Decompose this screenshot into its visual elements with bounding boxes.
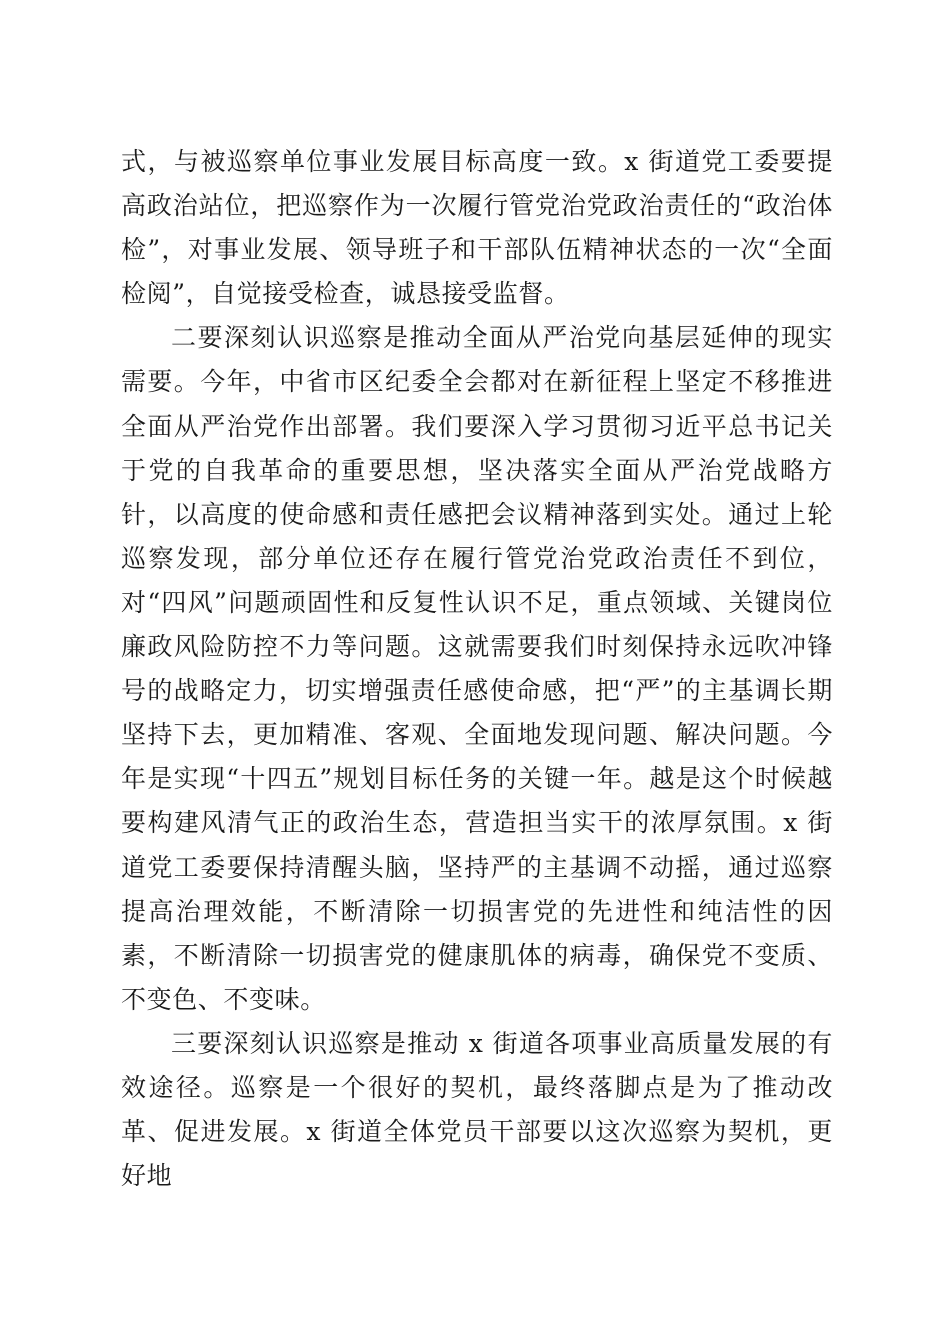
paragraph-continuation: 式，与被巡察单位事业发展目标高度一致。x 街道党工委要提高政治站位，把巡察作为一次履行管党治党政治责任的“政治体检”，对事业发展、领导班子和干部队伍精神状态的一次“全面检阅”，自觉接受检查，诚恳接受监督。	[121, 147, 833, 309]
paragraph-point-three: 三要深刻认识巡察是推动 x 街道各项事业高质量发展的有效途径。巡察是一个很好的契机，最终落脚点是为了推动改革、促进发展。x 街道全体党员干部要以这次巡察为契机，更好地	[121, 1028, 833, 1191]
paragraph-point-two: 二要深刻认识巡察是推动全面从严治党向基层延伸的现实需要。今年，中省市区纪委全会都对在新征程上坚定不移推进全面从严治党作出部署。我们要深入学习贯彻习近平总书记关于党的自我革命的重要思想，坚决落实全面从严治党战略方针，以高度的使命感和责任感把会议精神落到实处。通过上轮巡察发现，部分单位还存在履行管党治党政治责任不到位，对“四风”问题顽固性和反复性认识不足，重点领域、关键岗位廉政风险防控不力等问题。这就需要我们时刻保持永远吹冲锋号的战略定力，切实增强责任感使命感，把“严”的主基调长期坚持下去，更加精准、客观、全面地发现问题、解决问题。今年是实现“十四五”规划目标任务的关键一年。越是这个时候越要构建风清气正的政治生态，营造担当实干的浓厚氛围。x 街道党工委要保持清醒头脑，坚持严的主基调不动摇，通过巡察提高治理效能，不断清除一切损害党的先进性和纯洁性的因素，不断清除一切损害党的健康肌体的病毒，确保党不变质、不变色、不变味。	[121, 323, 833, 1014]
document-body	[121, 140, 833, 1198]
